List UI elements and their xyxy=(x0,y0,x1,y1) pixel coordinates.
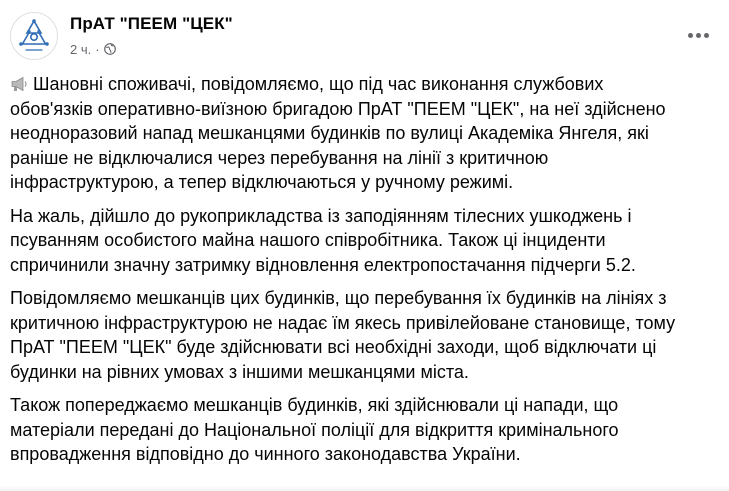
post-paragraph xyxy=(10,393,715,467)
globe-icon[interactable] xyxy=(104,43,116,55)
megaphone-icon xyxy=(10,75,29,93)
post-text-line: спричинили значну затримку відновлення електропостачання підчерги 5.2. xyxy=(10,254,636,275)
post-text-line: Також попереджаємо мешканців будинків, які здійснювали ці напади, що xyxy=(10,395,619,415)
post-text-line: критичною інфраструктурою не надає їм якесь привілейоване становище, тому xyxy=(10,312,676,333)
post-timestamp[interactable]: 2 ч. xyxy=(70,41,92,57)
post-text-line: раніше не відключалися через перебування на лінії з критичною xyxy=(10,147,549,168)
post-text-line xyxy=(10,72,715,97)
post-text-line: інфраструктурою, а тепер відключаються у ручному режимі. xyxy=(10,172,514,192)
company-logo-icon xyxy=(11,13,57,59)
post-header xyxy=(10,12,713,62)
more-options-icon xyxy=(696,33,701,38)
page-name-link[interactable]: ПрАТ "ПЕЕМ "ЦЕК" xyxy=(70,14,233,33)
post-text-line: матеріали передані до Національної поліції для відкриття кримінального xyxy=(10,419,619,440)
post-text-line: обов'язків оперативно-виїзною бригадою ПрАТ "ПЕЕМ "ЦЕК", на неї здійснено xyxy=(10,98,666,119)
post-body xyxy=(10,72,715,476)
post-text-line: ПрАТ "ПЕЕМ "ЦЕК" буде здійснювати всі необхідні заходи, щоб відключати ці xyxy=(10,337,657,357)
post-paragraph xyxy=(10,72,715,195)
post-text-line: неодноразовий напад мешканцями будинків по вулиці Академіка Янгеля, які xyxy=(10,123,649,143)
post-text-line: Повідомляємо мешканців цих будинків, що перебування їх будинків на лініях з xyxy=(10,288,667,308)
post-text: Шановні споживачі, повідомляємо, що під час виконання службових xyxy=(33,74,604,94)
post-text-line: псуванням особистого майна нашого співробітника. Також ці інциденти xyxy=(10,230,606,250)
more-options-button[interactable] xyxy=(683,26,713,44)
post-text-line: На жаль, дійшло до рукоприкладства із заподіянням тілесних ушкоджень і xyxy=(10,205,632,226)
post-paragraph xyxy=(10,204,715,278)
post-text-line: будинки на рівних умовах з іншими мешканцями міста. xyxy=(10,361,469,382)
more-options-icon xyxy=(704,33,709,38)
meta-separator: · xyxy=(95,41,100,57)
post-meta xyxy=(70,40,116,58)
post-text-line: впровадження відповідно до чинного законодавства України. xyxy=(10,444,521,464)
page-avatar[interactable] xyxy=(10,12,58,60)
post-paragraph xyxy=(10,286,715,384)
post-bottom-edge xyxy=(0,485,729,491)
more-options-icon xyxy=(688,33,693,38)
